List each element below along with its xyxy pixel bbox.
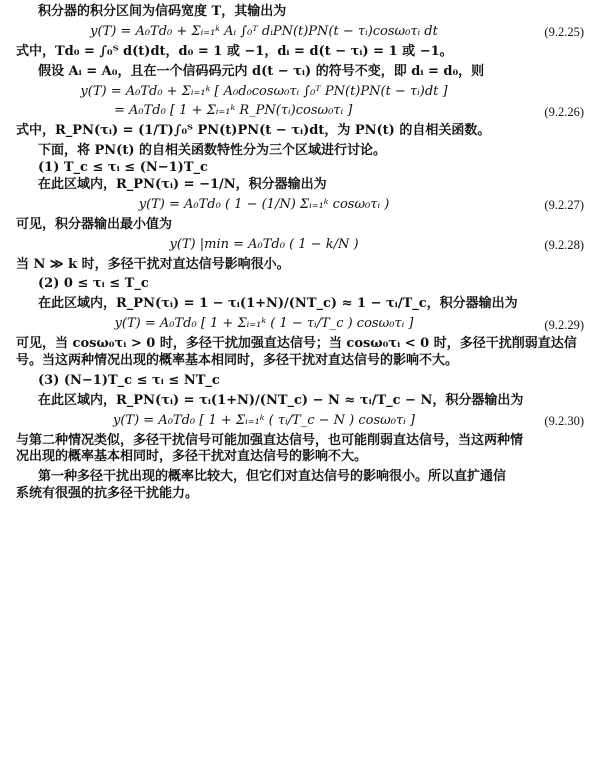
equation-number: (9.2.30) bbox=[544, 414, 584, 429]
equation-9-2-27 bbox=[16, 197, 592, 214]
paragraph-integrator-interval: 积分器的积分区间为信码宽度 T，其输出为 bbox=[38, 4, 287, 19]
paragraph-assumption: 假设 Aᵢ = A₀，且在一个信码码元内 d(t − τᵢ) 的符号不变，即 dᵢ = d₀，则 bbox=[38, 63, 485, 79]
paragraph-autocorrelation-def: 式中，R_PN(τᵢ) = (1/T)∫₀ᵀ PN(t)PN(t − τᵢ)dt，为 PN(t) 的自相关函数。 bbox=[16, 123, 491, 139]
equation-body: y(T) = A₀Td₀ [ 1 + Σᵢ₌₁ᵏ ( 1 − τᵢ/T_c ) cosω₀τᵢ ] bbox=[114, 316, 414, 332]
equation-number: (9.2.26) bbox=[544, 104, 584, 119]
equation-9-2-30 bbox=[16, 413, 592, 430]
paragraph-n-much-greater-k: 当 N ≫ k 时，多径干扰对直达信号影响很小。 bbox=[16, 256, 290, 272]
paragraph-region-2-conclusion-line1: 可见，当 cosω₀τᵢ > 0 时，多径干扰加强直达信号；当 cosω₀τᵢ < 0 时，多径干扰削弱直达信 bbox=[16, 336, 577, 352]
equation-number: (9.2.29) bbox=[544, 317, 584, 332]
heading-region-1: (1) T_c ≤ τᵢ ≤ (N−1)T_c bbox=[38, 160, 208, 176]
equation-9-2-25 bbox=[16, 24, 592, 41]
paragraph-where-definitions: 式中，Td₀ = ∫₀ᵀ d(t)dt，d₀ = 1 或 −1，dᵢ = d(t − τᵢ) = 1 或 −1。 bbox=[16, 43, 453, 59]
heading-region-3: (3) (N−1)T_c ≤ τᵢ ≤ NT_c bbox=[38, 372, 220, 388]
equation-9-2-29 bbox=[16, 316, 592, 333]
equation-9-2-28 bbox=[16, 237, 592, 254]
equation-body: y(T) = A₀Td₀ [ 1 + Σᵢ₌₁ᵏ ( τᵢ/T_c − N ) cosω₀τᵢ ] bbox=[113, 412, 415, 428]
equation-9-2-26-line1 bbox=[16, 84, 592, 101]
paragraph-region-1-output: 在此区域内，R_PN(τᵢ) = −1/N，积分器输出为 bbox=[38, 177, 327, 193]
equation-number: (9.2.28) bbox=[544, 238, 584, 252]
paragraph-region-3-output: 在此区域内，R_PN(τᵢ) = τᵢ(1+N)/(NT_c) − N ≈ τᵢ/T_c − N，积分器输出为 bbox=[38, 392, 524, 408]
paragraph-similar-to-second-line2: 况出现的概率基本相同时，多径干扰对直达信号的影响不大。 bbox=[16, 449, 368, 465]
paragraph-final-conclusion-line2: 系统有很强的抗多径干扰能力。 bbox=[16, 486, 199, 502]
equation-9-2-26-line2 bbox=[16, 103, 592, 120]
equation-body: y(T) |min = A₀Td₀ ( 1 − k/N ) bbox=[169, 236, 359, 252]
equation-body: y(T) = A₀Td₀ ( 1 − (1/N) Σᵢ₌₁ᵏ cosω₀τᵢ ) bbox=[138, 196, 390, 212]
equation-number: (9.2.27) bbox=[544, 198, 584, 213]
paragraph-region-2-output: 在此区域内，R_PN(τᵢ) = 1 − τᵢ(1+N)/(NT_c) ≈ 1 − τᵢ/T_c，积分器输出为 bbox=[38, 296, 518, 312]
paragraph-similar-to-second-line1: 与第二种情况类似，多径干扰信号可能加强直达信号，也可能削弱直达信号，当这两种情 bbox=[16, 432, 524, 448]
heading-region-2: (2) 0 ≤ τᵢ ≤ T_c bbox=[38, 276, 149, 292]
equation-number: (9.2.25) bbox=[544, 25, 584, 40]
equation-body: = A₀Td₀ [ 1 + Σᵢ₌₁ᵏ R_PN(τᵢ)cosω₀τᵢ ] bbox=[114, 103, 353, 119]
equation-body: y(T) = A₀Td₀ + Σᵢ₌₁ᵏ Aᵢ ∫₀ᵀ dᵢPN(t)PN(t − τᵢ)cosω₀τᵢ dt bbox=[90, 23, 438, 39]
paragraph-final-conclusion-line1: 第一种多径干扰出现的概率比较大，但它们对直达信号的影响很小。所以直扩通信 bbox=[38, 469, 507, 485]
equation-body: y(T) = A₀Td₀ + Σᵢ₌₁ᵏ [ A₀d₀cosω₀τᵢ ∫₀ᵀ PN(t)PN(t − τᵢ)dt ] bbox=[80, 83, 448, 99]
paragraph-region-2-conclusion-line2: 号。当这两种情况出现的概率基本相同时，多径干扰对直达信号的影响不大。 bbox=[16, 353, 459, 369]
paragraph-minimum-output: 可见，积分器输出最小值为 bbox=[16, 216, 173, 232]
paragraph-three-regions: 下面，将 PN(t) 的自相关函数特性分为三个区域进行讨论。 bbox=[38, 143, 387, 159]
